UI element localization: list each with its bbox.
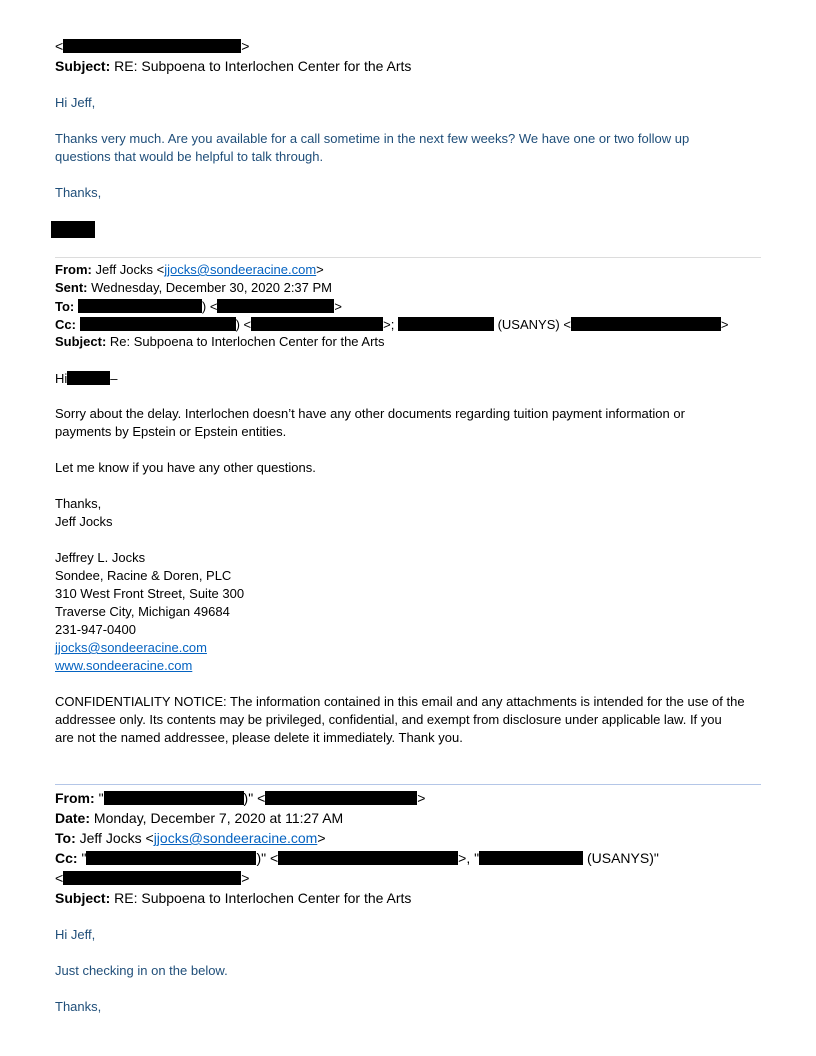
- signature-line: Traverse City, Michigan 49684: [55, 604, 230, 619]
- top-subject-line: Subject: RE: Subpoena to Interlochen Center for the Arts: [55, 58, 412, 74]
- confidentiality-line-1: CONFIDENTIALITY NOTICE: The information contained in this email and any attachments is intended for the use of the: [55, 694, 745, 709]
- redaction-block: [571, 317, 721, 331]
- redaction-block: [265, 791, 417, 805]
- middle-subject-line: Subject: Re: Subpoena to Interlochen Center for the Arts: [55, 334, 385, 349]
- signature-website-link[interactable]: www.sondeeracine.com: [55, 658, 193, 673]
- signature-line: 231-947-0400: [55, 622, 136, 637]
- bottom-closing: Thanks,: [55, 999, 102, 1014]
- bottom-subject-line: Subject: RE: Subpoena to Interlochen Center for the Arts: [55, 890, 412, 906]
- middle-closing: Thanks,: [55, 496, 102, 511]
- bottom-from-line: From: " )" < >: [55, 790, 426, 806]
- middle-body-line-2: payments by Epstein or Epstein entities.: [55, 424, 287, 439]
- redaction-block: [51, 221, 95, 238]
- top-body-line-2: questions that would be helpful to talk through.: [55, 149, 324, 164]
- middle-greeting: Hi –: [55, 371, 118, 386]
- top-address-line: < >: [55, 38, 250, 54]
- middle-cc-line: Cc: ) < >; (USANYS) < >: [55, 317, 729, 332]
- to-email-link[interactable]: jjocks@sondeeracine.com: [153, 830, 318, 846]
- signature-email-link[interactable]: jjocks@sondeeracine.com: [55, 640, 207, 655]
- top-closing: Thanks,: [55, 185, 102, 200]
- top-greeting: Hi Jeff,: [55, 95, 96, 110]
- redaction-block: [278, 851, 458, 865]
- middle-body-line-3: Let me know if you have any other questions.: [55, 460, 316, 475]
- confidentiality-line-2: addressee only. Its contents may be privileged, confidential, and exempt from disclosure under applicable law. If you: [55, 712, 722, 727]
- middle-sign-name: Jeff Jocks: [55, 514, 113, 529]
- bottom-body: Just checking in on the below.: [55, 963, 228, 978]
- signature-line: Sondee, Racine & Doren, PLC: [55, 568, 232, 583]
- from-email-link[interactable]: jjocks@sondeeracine.com: [164, 262, 317, 277]
- redaction-block: [78, 299, 202, 313]
- redaction-block: [104, 791, 244, 805]
- redaction-block: [63, 871, 241, 885]
- signature-line: 310 West Front Street, Suite 300: [55, 586, 245, 601]
- redaction-block: [86, 851, 256, 865]
- bottom-greeting: Hi Jeff,: [55, 927, 96, 942]
- redaction-block: [63, 39, 241, 53]
- middle-from-line: From: Jeff Jocks <jjocks@sondeeracine.com>: [55, 262, 324, 277]
- middle-to-line: To: ) < >: [55, 299, 343, 314]
- confidentiality-line-3: are not the named addressee, please delete it immediately. Thank you.: [55, 730, 463, 745]
- signature-line: Jeffrey L. Jocks: [55, 550, 146, 565]
- bottom-to-line: To: Jeff Jocks <jjocks@sondeeracine.com>: [55, 830, 326, 846]
- bottom-date-line: Date: Monday, December 7, 2020 at 11:27 AM: [55, 810, 344, 826]
- divider: [55, 257, 761, 258]
- bottom-cc-line-2: < >: [55, 870, 250, 886]
- redaction-block: [251, 317, 383, 331]
- bottom-cc-line: Cc: " )" < >, " (USANYS)": [55, 850, 659, 866]
- redaction-block: [398, 317, 494, 331]
- redaction-block: [67, 371, 110, 385]
- middle-body-line-1: Sorry about the delay. Interlochen doesn’t have any other documents regarding tuition payment information or: [55, 406, 685, 421]
- divider: [55, 784, 761, 785]
- redaction-block: [479, 851, 583, 865]
- middle-sent-line: Sent: Wednesday, December 30, 2020 2:37 PM: [55, 280, 333, 295]
- redaction-block: [80, 317, 236, 331]
- top-body-line-1: Thanks very much. Are you available for a call sometime in the next few weeks? We have one or two follow up: [55, 131, 690, 146]
- redaction-block: [217, 299, 334, 313]
